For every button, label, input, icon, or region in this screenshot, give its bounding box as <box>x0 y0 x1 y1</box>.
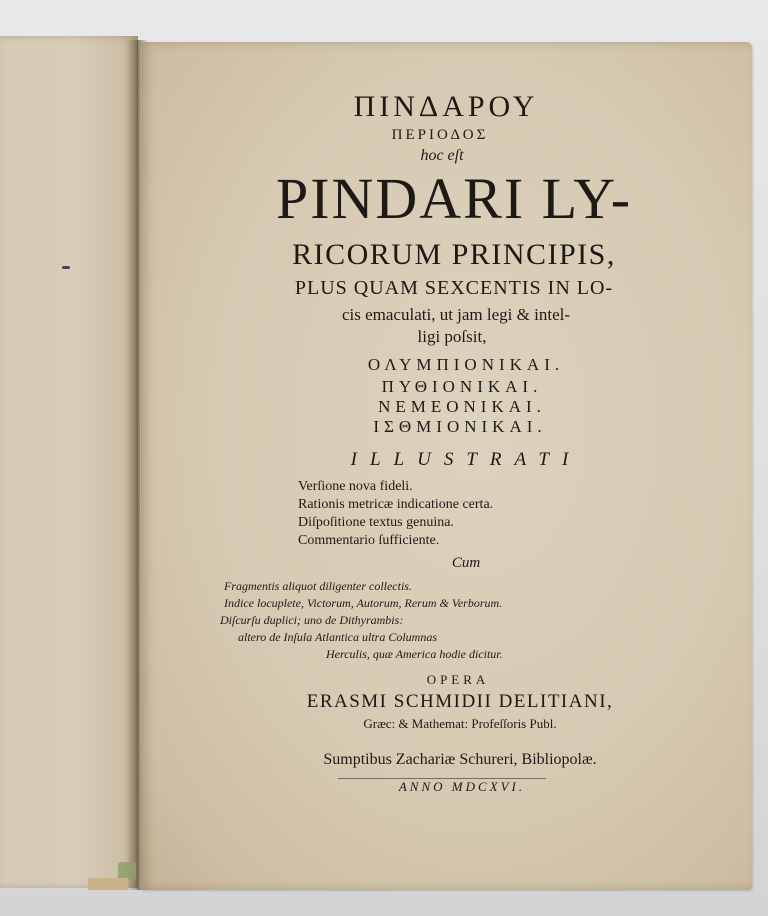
method-line: Verſione nova fideli. <box>298 479 413 494</box>
greek-subtitle: ΠΕΡΙΟΔΟΣ <box>391 127 489 143</box>
title-line-plus: PLUS QUAM SEXCENTIS IN LO- <box>294 277 614 299</box>
title-line-ricorum: RICORUM PRINCIPIS, <box>292 238 616 271</box>
opera-label: OPERA <box>426 672 490 687</box>
method-line: Diſpoſitione textus genuina. <box>298 515 454 530</box>
page-bottom-edge <box>88 878 128 890</box>
greek-work-nemeonikai: ΝΕΜΕΟΝΙΚΑΙ. <box>378 397 546 416</box>
contents-line: Fragmentis aliquot diligenter collectis. <box>224 579 412 593</box>
author-name: ERASMI SCHMIDII DELITIANI, <box>306 691 614 712</box>
method-list <box>298 478 598 550</box>
ink-mark <box>62 266 70 269</box>
publication-year: ANNO MDCXVI. <box>398 779 526 794</box>
contents-line: Indice locuplete, Victorum, Autorum, Rerum & Verborum. <box>224 596 503 610</box>
title-line-ligi: ligi poſsit, <box>417 327 487 346</box>
contents-line: altero de Inſula Atlantica ultra Columnas <box>238 630 437 644</box>
author-title: Græc: & Mathemat: Profeſſoris Publ. <box>363 716 557 731</box>
main-title: PINDARI LY- <box>275 166 633 231</box>
contents-list <box>140 578 752 663</box>
hoc-est-line: hoc eſt <box>420 147 464 164</box>
title-page <box>140 42 752 890</box>
method-line: Commentario ſufficiente. <box>298 533 440 548</box>
publisher-line: Sumptibus Zachariæ Schureri, Bibliopolæ. <box>323 751 597 768</box>
method-line: Rationis metricæ indicatione certa. <box>298 497 494 512</box>
cum-heading: Cum <box>451 555 481 571</box>
greek-title: ΠΙΝΔΑΡΟΥ <box>353 90 539 123</box>
greek-work-pythionikai: ΠΥΘΙΟΝΙΚΑΙ. <box>381 377 543 396</box>
title-line-cis: cis emaculati, ut jam legi & intel- <box>341 305 570 324</box>
contents-line: Herculis, quæ America hodie dicitur. <box>326 647 503 661</box>
greek-work-olympionikai: ΟΛΥΜΠΙΟΝΙΚΑΙ. <box>367 355 565 374</box>
greek-work-isthmionikai: ΙΣΘΜΙΟΝΙΚΑΙ. <box>373 417 547 436</box>
left-blank-page <box>0 36 138 888</box>
illustrati-heading: ILLUSTRATI <box>350 449 582 470</box>
contents-line: Diſcurſu duplici; uno de Dithyrambis: <box>220 613 404 627</box>
